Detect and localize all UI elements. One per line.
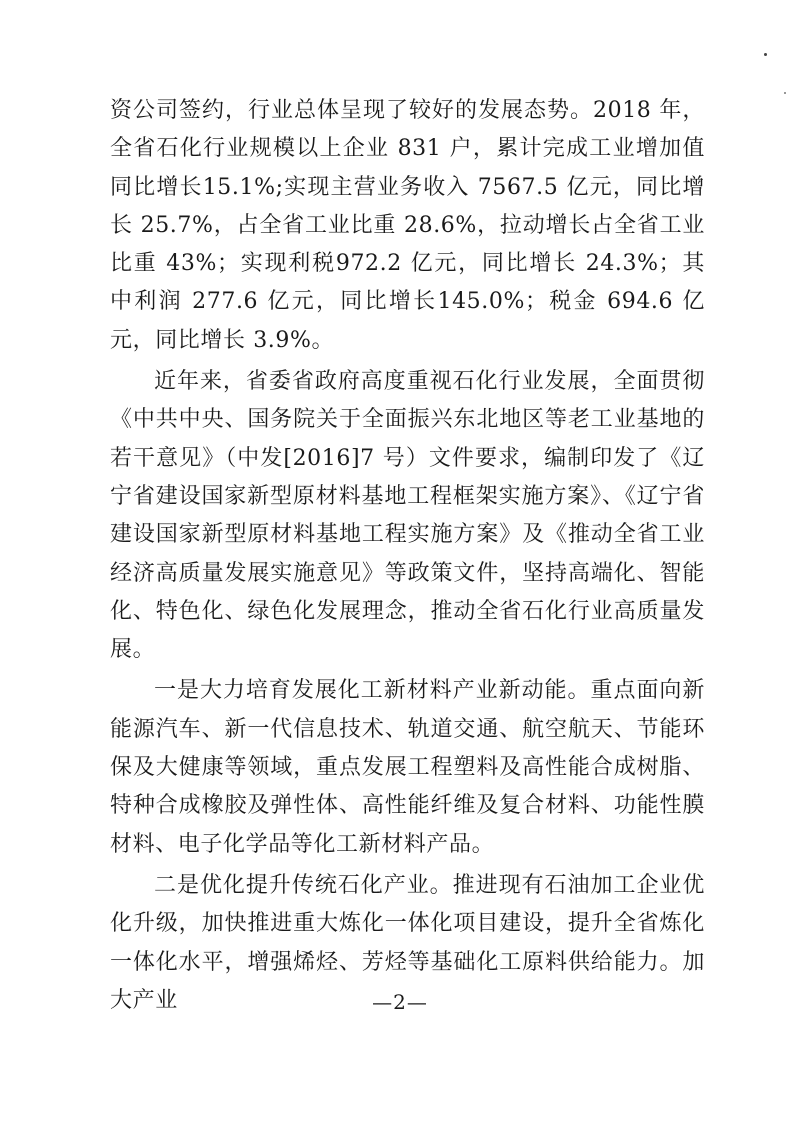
paragraph-new-materials: 一是大力培育发展化工新材料产业新动能。重点面向新能源汽车、新一代信息技术、轨道交通、航空航天、节能环保及大健康等领域，重点发展工程塑料及高性能合成树脂、特种合成橡胶及弹性体、高性能纤维及复合材料、功能性膜材料、电子化学品等化工新材料产品。 <box>110 678 705 857</box>
document-body <box>110 92 705 1023</box>
paragraph-industry-summary: 资公司签约，行业总体呈现了较好的发展态势。2018 年，全省石化行业规模以上企业 831 户，累计完成工业增加值同比增长15.1%;实现主营业务收入 7567.5 亿元，同比增长 25.7%，占全省工业比重 28.6%，拉动增长占全省工业比重 43%；实现利税972.2 亿元，同比增长 24.3%；其中利润 277.6 亿元，同比增长145.0%；税金 694.6 亿元，同比增长 3.9%。 <box>110 98 705 353</box>
paragraph-policy-overview: 近年来，省委省政府高度重视石化行业发展，全面贯彻《中共中央、国务院关于全面振兴东北地区等老工业基地的若干意见》（中发[2016]7 号）文件要求，编制印发了《辽宁省建设国家新型原材料基地工程框架实施方案》、《辽宁省建设国家新型原材料基地工程实施方案》及《推动全省工业经济高质量发展实施意见》等政策文件，坚持高端化、智能化、特色化、绿色化发展理念，推动全省石化行业高质量发展。 <box>110 369 705 663</box>
paragraph-traditional-upgrade: 二是优化提升传统石化产业。推进现有石油加工企业优化升级，加快推进重大炼化一体化项目建设，提升全省炼化一体化水平，增强烯烃、芳烃等基础化工原料供给能力。加大产业 <box>110 872 705 1013</box>
scan-speck <box>784 92 786 94</box>
scan-speck <box>764 53 767 56</box>
page-number: —2— <box>372 990 428 1014</box>
